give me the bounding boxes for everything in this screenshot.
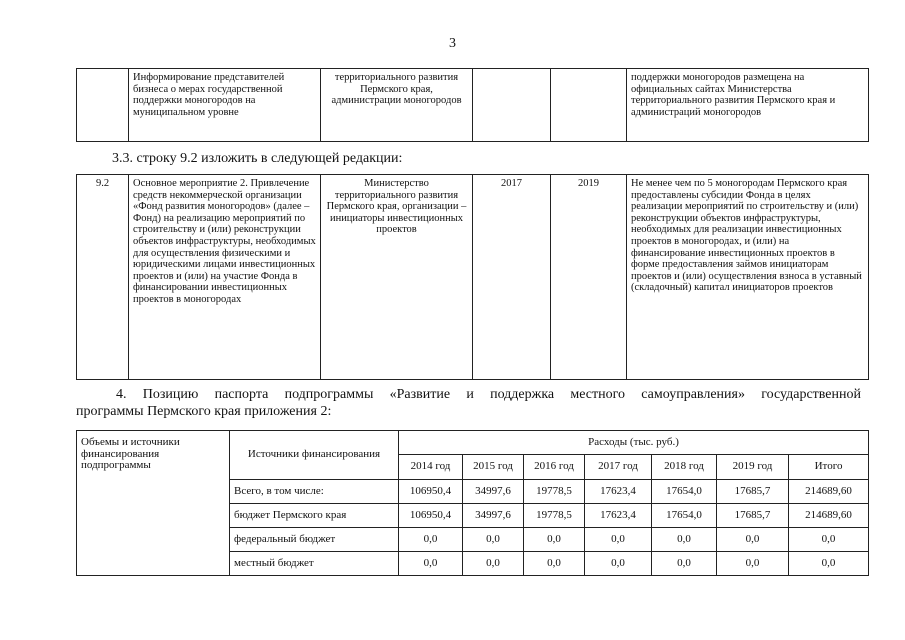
value-cell: 106950,4 bbox=[399, 480, 463, 504]
page-number: 3 bbox=[449, 36, 456, 51]
source-name: Всего, в том числе: bbox=[230, 480, 399, 504]
source-name: бюджет Пермского края bbox=[230, 504, 399, 528]
value-cell: 0,0 bbox=[585, 552, 652, 576]
table-cell: Информирование представителей бизнеса о мерах государственной поддержки моногородов на муниципальном уровне bbox=[129, 69, 321, 142]
year-header: 2016 год bbox=[524, 455, 585, 480]
table-cell: поддержки моногородов размещена на официальных сайтах Министерства территориального развития Пермского края и администраций моногородов bbox=[627, 69, 869, 142]
value-cell: 0,0 bbox=[399, 552, 463, 576]
value-cell: 19778,5 bbox=[524, 480, 585, 504]
value-cell: 17685,7 bbox=[717, 480, 789, 504]
financing-table bbox=[76, 430, 869, 576]
value-cell: 214689,60 bbox=[789, 480, 869, 504]
year-header: 2015 год bbox=[463, 455, 524, 480]
value-cell: 0,0 bbox=[652, 552, 717, 576]
value-cell: 0,0 bbox=[789, 528, 869, 552]
expenses-header: Расходы (тыс. руб.) bbox=[399, 431, 869, 455]
value-cell: 0,0 bbox=[717, 528, 789, 552]
value-cell: 17685,7 bbox=[717, 504, 789, 528]
start-year: 2017 bbox=[473, 175, 551, 380]
source-name: федеральный бюджет bbox=[230, 528, 399, 552]
expected-result: Не менее чем по 5 моногородам Пермского края предоставлены субсидии Фонда в целях реализации мероприятий по строительству и (или) реконструкции объектов инфраструктуры, необходимых для реализации инвестиционных проектов в моногородах, и (или) на финансирование инвестиционных проектов в форме предоставления займов инициаторам проектов и (или) осуществления взноса в уставный (складочный) капитал инициаторов проектов bbox=[627, 175, 869, 380]
sources-header: Источники финансирования bbox=[230, 431, 399, 480]
value-cell: 17623,4 bbox=[585, 480, 652, 504]
executor: Министерство территориального развития Пермского края, организации – инициаторы инвестиционных проектов bbox=[321, 175, 473, 380]
table-cell bbox=[551, 69, 627, 142]
value-cell: 19778,5 bbox=[524, 504, 585, 528]
table-cell bbox=[473, 69, 551, 142]
value-cell: 214689,60 bbox=[789, 504, 869, 528]
paragraph-3-3: 3.3. строку 9.2 изложить в следующей редакции: bbox=[112, 151, 403, 166]
value-cell: 34997,6 bbox=[463, 504, 524, 528]
paragraph-4-line-1: 4. Позицию паспорта подпрограммы «Развитие и поддержка местного самоуправления» государственной bbox=[116, 387, 861, 402]
value-cell: 34997,6 bbox=[463, 480, 524, 504]
table-row bbox=[77, 69, 869, 142]
table-cell: территориального развития Пермского края, администрации моногородов bbox=[321, 69, 473, 142]
value-cell: 0,0 bbox=[524, 528, 585, 552]
value-cell: 0,0 bbox=[463, 528, 524, 552]
total-header: Итого bbox=[789, 455, 869, 480]
value-cell: 17623,4 bbox=[585, 504, 652, 528]
paragraph-4 bbox=[76, 386, 861, 420]
value-cell: 0,0 bbox=[789, 552, 869, 576]
table-header-row bbox=[77, 431, 869, 455]
value-cell: 0,0 bbox=[524, 552, 585, 576]
activity-description: Основное мероприятие 2. Привлечение средств некоммерческой организации «Фонд развития моногородов» (далее – Фонд) на реализацию мероприятий по строительству и (или) реконструкции объектов инфраструктуры, необходимых для осуществления физическими и юридическими лицами инвестиционных проектов и (или) на участие Фонда в финансировании инвестиционных проектов в моногородах bbox=[129, 175, 321, 380]
table-row bbox=[77, 175, 869, 380]
table-cell bbox=[77, 69, 129, 142]
value-cell: 0,0 bbox=[463, 552, 524, 576]
value-cell: 0,0 bbox=[399, 528, 463, 552]
year-header: 2019 год bbox=[717, 455, 789, 480]
value-cell: 17654,0 bbox=[652, 480, 717, 504]
year-header: 2014 год bbox=[399, 455, 463, 480]
value-cell: 106950,4 bbox=[399, 504, 463, 528]
activities-table-continued bbox=[76, 68, 869, 142]
row-9-2-table bbox=[76, 174, 869, 380]
end-year: 2019 bbox=[551, 175, 627, 380]
paragraph-4-line-2: программы Пермского края приложения 2: bbox=[76, 404, 332, 419]
source-name: местный бюджет bbox=[230, 552, 399, 576]
value-cell: 0,0 bbox=[585, 528, 652, 552]
value-cell: 17654,0 bbox=[652, 504, 717, 528]
row-number: 9.2 bbox=[77, 175, 129, 380]
financing-label: Объемы и источники финансирования подпрограммы bbox=[77, 431, 230, 576]
year-header: 2018 год bbox=[652, 455, 717, 480]
year-header: 2017 год bbox=[585, 455, 652, 480]
value-cell: 0,0 bbox=[652, 528, 717, 552]
value-cell: 0,0 bbox=[717, 552, 789, 576]
